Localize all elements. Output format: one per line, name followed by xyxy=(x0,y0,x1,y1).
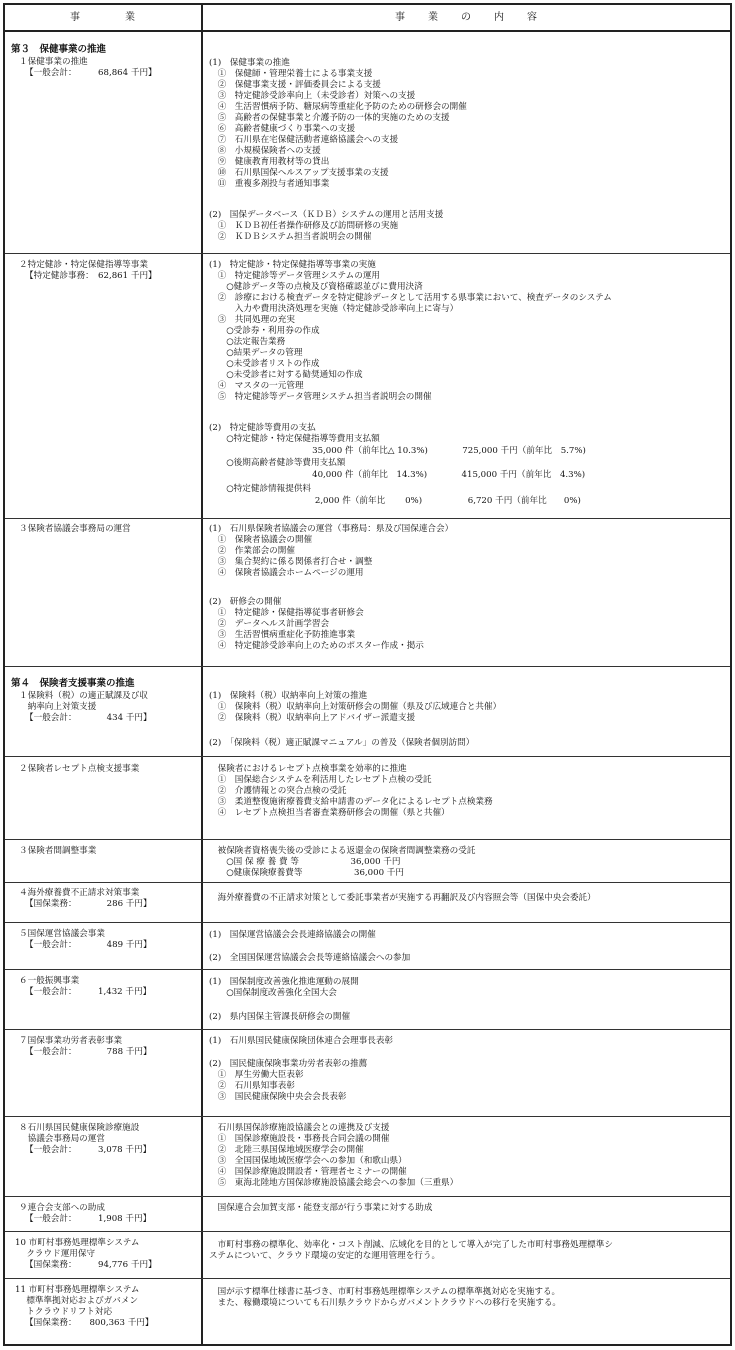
content-line: ⑤ 高齢者の保健事業と介護予防の一体的実施のための支援 xyxy=(209,113,450,123)
content-line: また、稼働環境についても石川県クラウドからガバメントクラウドへの移行を実施する。 xyxy=(209,1298,562,1308)
content-line: ⑥ 高齢者健康づくり事業への支援 xyxy=(209,124,356,134)
content-line: ② 石川県知事表彰 xyxy=(209,1081,295,1091)
row-separator xyxy=(5,756,730,757)
content-line: (2) 全国国保運営協議会会長等連絡協議会への参加 xyxy=(209,953,411,963)
item-budget: 【一般会計： 1,432 千円】 xyxy=(25,987,152,997)
content-line: 市町村事務の標準化、効率化・コスト削減、広域化を目的として導入が完了した市町村事務処理標準シ xyxy=(209,1240,613,1250)
content-line: ○国保制度改善強化全国大会 xyxy=(209,988,337,998)
content-line: ② 北陸三県国保地域医療学会の開催 xyxy=(209,1145,364,1155)
row-separator xyxy=(5,922,730,923)
content-line: 石川県国保診療施設協議会との連携及び支援 xyxy=(209,1123,390,1133)
row-separator xyxy=(5,666,730,667)
content-line: ① 国保総合システムを利活用したレセプト点検の受託 xyxy=(209,775,432,785)
content-line: 35,000 件（前年比△ 10.3%) 725,000 千円（前年比 5.7%) xyxy=(209,446,586,456)
content-line: ① 保険者協議会の開催 xyxy=(209,535,313,545)
content-line: ③ 共同処理の充実 xyxy=(209,315,295,325)
content-line: ○結果データの管理 xyxy=(209,348,303,358)
content-line: ステムについて、クラウド環境の安定的な運用管理を行う。 xyxy=(209,1251,441,1261)
content-line: ① 保険料（税）収納率向上対策研修会の開催（県及び広域連合と共催） xyxy=(209,702,502,712)
item-budget: 【一般会計： 434 千円】 xyxy=(25,713,152,723)
content-line: ⑦ 石川県在宅保健活動者連絡協議会への支援 xyxy=(209,135,399,145)
content-line: (2) 「保険料（税）適正賦課マニュアル」の普及（保険者個別訪問） xyxy=(209,738,475,748)
item-budget: 【一般会計： 788 千円】 xyxy=(25,1047,152,1057)
content-line: 2,000 件（前年比 0%) 6,720 千円（前年比 0%) xyxy=(209,496,581,506)
row-separator xyxy=(5,969,730,970)
content-line: (2) 研修会の開催 xyxy=(209,597,282,607)
content-line: ④ レセプト点検担当者審査業務研修会の開催（県と共催） xyxy=(209,808,450,818)
header-business: 事 業 xyxy=(70,12,136,23)
item-budget: 【一般会計： 68,864 千円】 xyxy=(25,68,157,78)
content-line: ② 作業部会の開催 xyxy=(209,546,295,556)
item-name: トクラウドリフト対応 xyxy=(15,1307,113,1317)
row-separator xyxy=(5,1278,730,1279)
row-separator xyxy=(5,1029,730,1030)
content-line: ③ 柔道整復施術療養費支給申請書のデータ化によるレセプト点検業務 xyxy=(209,797,493,807)
content-line: (2) 県内国保主管課長研修会の開催 xyxy=(209,1012,351,1022)
content-line: 40,000 件（前年比 14.3%) 415,000 千円（前年比 4.3%) xyxy=(209,470,586,480)
item-name: 納率向上対策支援 xyxy=(19,702,97,712)
content-line: (2) 国保データベース（ＫＤＢ）システムの運用と活用支援 xyxy=(209,210,444,220)
content-line: ③ 国民健康保険中央会会長表彰 xyxy=(209,1092,347,1102)
item-name: ２保険者レセプト点検支援事業 xyxy=(19,764,140,774)
content-line: ○後期高齢者健診等費用支払額 xyxy=(209,458,346,468)
content-line: ○受診券・利用券の作成 xyxy=(209,326,320,336)
content-line: (1) 石川県国民健康保険団体連合会理事長表彰 xyxy=(209,1036,394,1046)
content-line: ① ＫＤＢ初任者操作研修及び訪問研修の実施 xyxy=(209,221,399,231)
content-line: ○健診データ等の点検及び資格確認並びに費用決済 xyxy=(209,282,423,292)
content-line: ② 診療における検査データを特定健診データとして活用する県事業において、検査データのシステム xyxy=(209,293,612,303)
content-line: (1) 国保制度改善強化推進運動の展開 xyxy=(209,977,359,987)
item-name: ９連合会支部への助成 xyxy=(19,1203,105,1213)
content-line: ○特定健診・特定保健指導等費用支払額 xyxy=(209,434,380,444)
content-line: ④ マスタの一元管理 xyxy=(209,381,304,391)
content-line: ④ 特定健診受診率向上のためのポスター作成・掲示 xyxy=(209,641,424,651)
content-line: ① 特定健診等データ管理システムの運用 xyxy=(209,271,381,281)
content-line: ④ 保険者協議会ホームページの運用 xyxy=(209,568,364,578)
section-3-title: 第３ 保健事業の推進 xyxy=(11,44,107,55)
content-line: ○未受診者に対する勧奨通知の作成 xyxy=(209,370,363,380)
content-line: (2) 国民健康保険事業功労者表彰の推薦 xyxy=(209,1059,368,1069)
row-separator xyxy=(5,1231,730,1232)
item-name: クラウド運用保守 xyxy=(15,1249,96,1259)
item-budget: 【一般会計： 3,078 千円】 xyxy=(25,1145,152,1155)
content-line: ② 保健事業支援・評価委員会による支援 xyxy=(209,80,381,90)
header-content: 事 業 の 内 容 xyxy=(395,12,538,23)
column-divider xyxy=(201,5,203,1344)
item-name: 協議会事務局の運営 xyxy=(19,1134,105,1144)
content-line: 国が示す標準仕様書に基づき、市町村事務処理標準システムの標準準拠対応を実施する。 xyxy=(209,1287,561,1297)
item-budget: 【国保業務： 286 千円】 xyxy=(25,899,152,909)
content-line: ④ 国保診療施設開設者・管理者セミナーの開催 xyxy=(209,1167,407,1177)
content-line: 海外療養費の不正請求対策として委託事業者が実施する再翻訳及び内容照会等（国保中央会委託） xyxy=(209,893,596,903)
row-separator xyxy=(5,253,730,254)
content-line: ⑤ 東海北陸地方国保診療施設協議会総会への参加（三重県） xyxy=(209,1178,459,1188)
content-line: (2) 特定健診等費用の支払 xyxy=(209,423,316,433)
row-separator xyxy=(5,839,730,840)
content-line: (1) 特定健診・特定保健指導等事業の実施 xyxy=(209,260,376,270)
table-header xyxy=(5,5,730,32)
row-separator xyxy=(5,1196,730,1197)
item-name: 10 市町村事務処理標準システム xyxy=(15,1238,140,1248)
item-budget: 【一般会計： 489 千円】 xyxy=(25,940,152,950)
row-separator xyxy=(5,882,730,883)
content-line: ③ 集合契約に係る関係者打合せ・調整 xyxy=(209,557,373,567)
content-line: (1) 保健事業の推進 xyxy=(209,58,290,68)
content-line: ① 特定健診・保健指導従事者研修会 xyxy=(209,608,364,618)
content-line: ○法定報告業務 xyxy=(209,337,286,347)
content-line: 入力や費用決済処理を実施（特定健診受診率向上に寄与） xyxy=(209,304,459,314)
content-line: ① 国保診療施設長・事務長合同会議の開催 xyxy=(209,1134,390,1144)
content-line: ⑤ 特定健診等データ管理システム担当者説明会の開催 xyxy=(209,392,432,402)
content-line: ② データヘルス計画学習会 xyxy=(209,619,330,629)
content-line: ○特定健診情報提供料 xyxy=(209,484,312,494)
item-name: ７国保事業功労者表彰事業 xyxy=(19,1036,123,1046)
content-line: ④ 生活習慣病予防、糖尿病等重症化予防のための研修会の開催 xyxy=(209,102,467,112)
item-name: ３保険者協議会事務局の運営 xyxy=(19,524,131,534)
content-line: ○未受診者リストの作成 xyxy=(209,359,320,369)
table-frame xyxy=(3,3,732,1346)
item-name: ６一般振興事業 xyxy=(19,976,80,986)
item-budget: 【国保業務： 94,776 千円】 xyxy=(25,1260,157,1270)
content-line: ① 保健師・管理栄養士による事業支援 xyxy=(209,69,373,79)
content-line: 保険者におけるレセプト点検事業を効率的に推進 xyxy=(209,764,407,774)
content-line: ⑩ 石川県国保ヘルスアップ支援事業の支援 xyxy=(209,168,389,178)
content-line: (1) 保険料（税）収納率向上対策の推進 xyxy=(209,691,368,701)
content-line: ⑪ 重複多剤投与者通知事業 xyxy=(209,179,330,189)
content-line: ○国 保 療 養 費 等 36,000 千円 xyxy=(209,857,401,867)
item-budget: 【国保業務： 800,363 千円】 xyxy=(25,1318,154,1328)
item-budget: 【一般会計： 1,908 千円】 xyxy=(25,1214,152,1224)
content-line: ② ＫＤＢシステム担当者説明会の開催 xyxy=(209,232,372,242)
content-line: ③ 特定健診受診率向上（未受診者）対策への支援 xyxy=(209,91,416,101)
item-name: ３保険者間調整事業 xyxy=(19,846,97,856)
content-line: 国保連合会加賀支部・能登支部が行う事業に対する助成 xyxy=(209,1203,433,1213)
item-name: １保健事業の推進 xyxy=(19,57,88,67)
item-name: 標準準拠対応およびガバメン xyxy=(15,1296,139,1306)
content-line: ⑨ 健康教育用教材等の貸出 xyxy=(209,157,330,167)
content-line: ② 保険料（税）収納率向上アドバイザー派遣支援 xyxy=(209,713,416,723)
section-4-title: 第４ 保険者支援事業の推進 xyxy=(11,678,135,689)
content-line: (1) 国保運営協議会会長連絡協議会の開催 xyxy=(209,930,376,940)
row-separator xyxy=(5,518,730,519)
content-line: (1) 石川県保険者協議会の運営（事務局：県及び国保連合会） xyxy=(209,524,454,534)
item-name: ５国保運営協議会事業 xyxy=(19,929,105,939)
item-name: ８石川県国民健康保険診療施設 xyxy=(19,1123,140,1133)
item-name: 11 市町村事務処理標準システム xyxy=(15,1285,140,1295)
content-line: ② 介護情報との突合点検の受託 xyxy=(209,786,347,796)
content-line: ③ 生活習慣病重症化予防推進事業 xyxy=(209,630,356,640)
content-line: ① 厚生労働大臣表彰 xyxy=(209,1070,304,1080)
content-line: ○健康保険療養費等 36,000 千円 xyxy=(209,868,404,878)
content-line: ③ 全国国保地域医療学会への参加（和歌山県） xyxy=(209,1156,407,1166)
item-name: ４海外療養費不正請求対策事業 xyxy=(19,888,140,898)
row-separator xyxy=(5,1116,730,1117)
content-line: ⑧ 小規模保険者への支援 xyxy=(209,146,321,156)
item-budget: 【特定健診事務： 62,861 千円】 xyxy=(25,271,157,281)
item-name: ２特定健診・特定保健指導等事業 xyxy=(19,260,148,270)
item-name: １保険料（税）の適正賦課及び収 xyxy=(19,691,148,701)
content-line: 被保険者資格喪失後の受診による返還金の保険者間調整業務の受託 xyxy=(209,846,476,856)
